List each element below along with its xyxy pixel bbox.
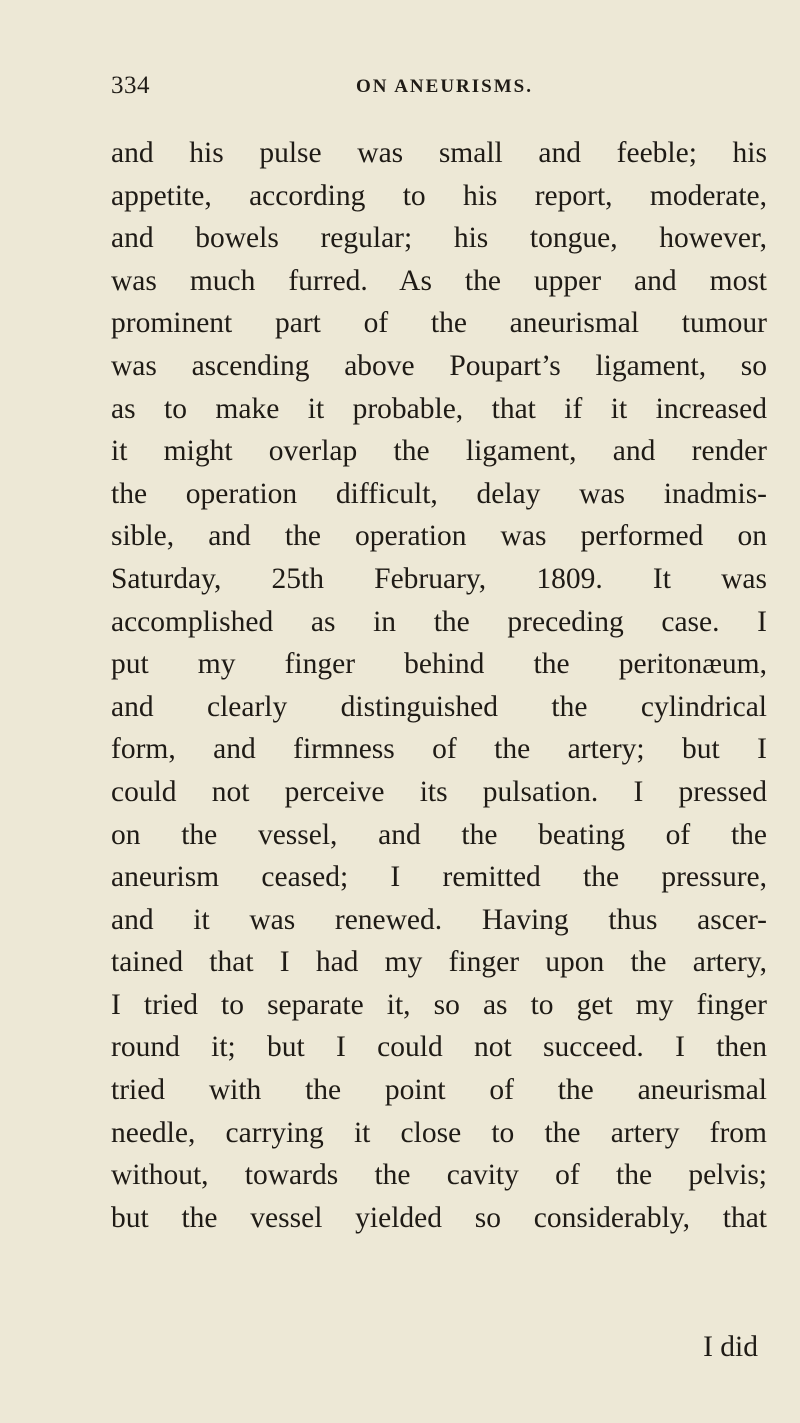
text-line: but the vessel yielded so considerably, that: [111, 1201, 767, 1234]
text-line: prominent part of the aneurismal tumour: [111, 307, 767, 340]
text-line: put my finger behind the peritonæum,: [111, 648, 767, 681]
catchword: I did: [703, 1331, 758, 1363]
text-line: and it was renewed. Having thus ascer-: [111, 903, 767, 936]
text-line: could not perceive its pulsation. I pressed: [111, 775, 767, 808]
text-line: was much furred. As the upper and most: [111, 264, 767, 297]
page-number: 334: [111, 72, 150, 99]
running-title: ON ANEURISMS.: [356, 76, 533, 97]
text-line: form, and firmness of the artery; but I: [111, 733, 767, 766]
text-line: was ascending above Poupart’s ligament, so: [111, 349, 767, 382]
text-line: sible, and the operation was performed on: [111, 520, 767, 553]
text-line: it might overlap the ligament, and render: [111, 435, 767, 468]
text-line: aneurism ceased; I remitted the pressure,: [111, 861, 767, 894]
text-line: needle, carrying it close to the artery from: [111, 1116, 767, 1149]
text-line: I tried to separate it, so as to get my finger: [111, 988, 767, 1021]
text-line: Saturday, 25th February, 1809. It was: [111, 562, 767, 595]
text-line: on the vessel, and the beating of the: [111, 818, 767, 851]
text-line: appetite, according to his report, moderate,: [111, 179, 767, 212]
text-line: as to make it probable, that if it increased: [111, 392, 767, 425]
text-line: tried with the point of the aneurismal: [111, 1074, 767, 1107]
text-line: and clearly distinguished the cylindrical: [111, 690, 767, 723]
running-head: [111, 72, 751, 112]
text-line: tained that I had my finger upon the artery,: [111, 946, 767, 979]
body-text: [111, 132, 767, 1239]
text-line: round it; but I could not succeed. I then: [111, 1031, 767, 1064]
text-line: and his pulse was small and feeble; his: [111, 137, 767, 169]
text-line: and bowels regular; his tongue, however,: [111, 222, 767, 255]
text-line: the operation difficult, delay was inadmis-: [111, 477, 767, 510]
text-line: without, towards the cavity of the pelvis;: [111, 1159, 767, 1192]
text-line: accomplished as in the preceding case. I: [111, 605, 767, 638]
